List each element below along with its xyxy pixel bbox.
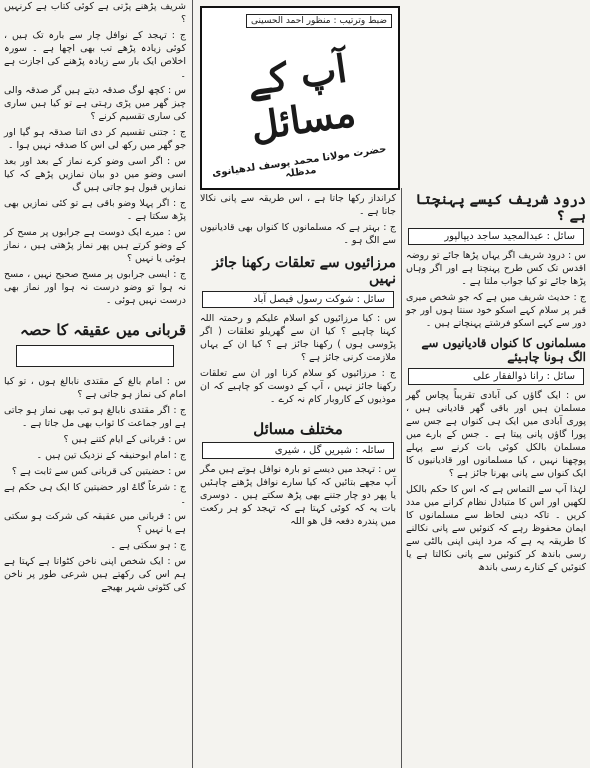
main-title: آپ کے مسائل [244,45,359,149]
compiler-credit: ضبط وترتیب : منظور احمد الحسینی [246,14,392,28]
empty-box [16,345,174,367]
right-p2-1: لہٰذا آپ سے التماس ہے کہ اس کا حکم بالکل لکھیں اور اس کا متبادل نظام کرانے میں مدد کریں ۔ تاکہ دینی لحاظ سے مسلمانوں کا ایمان محفوظ رہے کہ کنوئیں سے پانی نکالنے کا طریقہ یہ ہے کہ مرد اپنی اپنی بالٹی سے رسی باندھ کر کنوئیں سے پانی نکالتا ہے یا کنوئیں کے کنارے رسی باندھ [406,484,586,573]
middle-top-1: ج : بہتر ہے کہ مسلمانوں کا کنواں بھی قادیانیوں سے الگ ہو ۔ [200,222,396,246]
author-credit: حضرت مولانا محمد یوسف لدھیانوی مدظلہ [211,143,388,181]
durood-heading: درود شریف کیسے پہنچتا ہے ؟ [415,192,586,224]
left-para-4: س : اگر اسی وضو کرے نماز کے بعد اور بعد اسی وضو میں دو بیان نمازیں پڑھے کہ کیا نمازیں قبول ہو جاتی ہیں گ [4,156,186,193]
asker-abdul-majeed: سائل : عبدالمجید ساجد دیپالپور [408,228,584,245]
left-para-3: ج : جتنی تقسیم کر دی اتنا صدقہ ہو گیا اور جو گھر میں رکھ لی اس کا صدقہ نہیں ہوا ۔ [4,127,186,151]
left-para-5: ج : اگر پہلا وضو باقی ہے تو کئی نمازیں بھی پڑھ سکتا ہے ۔ [4,198,186,222]
mukhtalif-heading: مختلف مسائل [253,420,343,438]
left-q-6: س : قربانی میں عقیقہ کی شرکت ہو سکتی ہے یا نہیں ؟ [4,511,186,535]
left-q-1: ج : اگر مقتدی نابالغ ہو تب بھی نماز ہو جاتی ہے اور جماعت کا ثواب بھی مل جاتا ہے ۔ [4,405,186,429]
asker-shirin: سائلہ : شیریں گل ، شیری [202,442,394,459]
mirzai-heading: مرزائیوں سے تعلقات رکھنا جائز نہیں [212,255,396,287]
right-column [402,192,590,768]
qurbani-heading: قربانی میں عقیقہ کا حصہ [20,321,186,339]
middle-p2-0: س : تہجد میں دیسے تو بارہ نوافل ہوتے ہیں مگر آپ مجھے بتائیں کہ کیا سارے نوافل پڑھنے چاہئیں یا پھر دو چار جتنے بھی پڑھ سکتے ہیں ۔ دوسری بات یہ کہ کوئی کہتا ہے کہ تہجد کو ہر رکعت میں پندرہ دفعہ قل ھو اللہ [200,464,396,527]
left-q-5: ج : شرعاً گاۓ اور حضیتین کا ایک ہی حکم ہے ۔ [4,482,186,506]
middle-p1-0: س : کیا مرزائیوں کو اسلام علیکم و رحمتہ اللہ کہنا چاہیے ؟ کیا ان سے گھریلو تعلقات ( اگر پڑوسی ہوں ) رکھنا جائز ہے ؟ کیا ان کے یہاں ملازمت کرنی جائز ہے ؟ [200,313,396,363]
left-q-4: س : حضیتین کی قربانی کس سے ثابت ہے ؟ [11,466,186,477]
left-column [0,0,190,768]
left-para-1: ج : تہجد کے نوافل چار سے بارہ تک ہیں ، کوئی زیادہ پڑھے تب بھی اچھا ہے ۔ سورہ اخلاص ایک بار سے زیادہ پڑھنے کی اجازت ہے ۔ [4,30,186,80]
asker-rana: سائل : رانا ذوالفقار علی [408,368,584,385]
left-q-7: ج : ہو سکتی ہے ۔ [110,540,186,551]
left-q-8: س : ایک شخص اپنی ناخن کٹواتا ہے کہتا ہے ہم اس کی رکھتے ہیں شرعی طور پر ناخن کی کٹوتی شہر بھیجے [4,556,186,593]
kunwan-heading: مسلمانوں کا کنواں قادیانیوں سے الگ ہونا چاہیئے [421,336,586,364]
middle-p1-1: ج : مرزائیوں کو سلام کرنا اور ان سے تعلقات رکھنا جائز نہیں ، آپ کے دوست کو چاہیے کہ ان موذیوں کے کاروبار کام نہ کرے ۔ [200,368,396,405]
middle-column [196,192,400,768]
right-p2-0: س : ایک گاؤں کی آبادی تقریباً پچاس گھر مسلمان ہیں اور باقی گھر قادیانی ہیں ، پوری آبادی میں ایک ہی کنواں ہے جس سے پورا گاؤں پانی پیتا ہے ۔ جس کے بارے میں مسلمان بالکل کوئی بات کرنے سے پہلے پوچھنا نہیں ، کیا مسلمانوں اور قادیانیوں کا ایک کنواں سے پانی بھرنا جائز ہے ؟ [406,390,586,479]
left-para-6: س : میرے ایک دوست ہے جرابوں پر مسح کر کے وضو کرتے ہیں پھر نماز پڑھتی ہیں ، نماز ہوئی یا نہیں ؟ [4,227,186,264]
left-para-7: ج : ایسی جرابوں پر مسح صحیح نہیں ، مسح نہ ہوا تو وضو درست نہ ہوا اور نماز بھی درست نہیں ہوئی ۔ [4,269,186,306]
right-p1-0: س : درود شریف اگر یہاں پڑھا جائے تو روضہ اقدس تک کس طرح پہنچتا ہے اور اگر وہاں پڑھا جائے تو کیا جواب ملتا ہے ۔ [406,250,586,287]
right-p1-1: ج : حدیث شریف میں ہے کہ جو شخص میری قبر پر سلام کہے اسکو خود سنتا ہوں اور جو دور سے کہے اسکو فرشتے پہنچاتے ہیں ۔ [406,292,586,329]
left-para-0: شریف پڑھنے پڑتی ہے کوئی کتاب ہے کرنہیں ؟ [4,1,186,25]
left-q-3: ج : امام ابوحنیفہ کے نزدیک تین ہیں ۔ [36,450,186,461]
left-q-2: س : قربانی کے ایام کتنے ہیں ؟ [63,434,186,445]
column-rule-left [192,0,193,768]
title-box [200,6,400,190]
asker-shaukat: سائل : شوکت رسول فیصل آباد [202,291,394,308]
left-q-0: س : امام بالغ کے مقتدی نابالغ ہوں ، تو کیا امام کی نماز ہو جاتی ہے ؟ [4,376,186,400]
middle-top-0: کرانداز رکھا جاتا ہے ، اس طریقہ سے پانی نکالا جاتا ہے ۔ [200,193,396,217]
left-para-2: س : کچھ لوگ صدقہ دیتے ہیں گر صدقہ والی چیز گھر میں پڑی رہتی ہے تو کیا ہیں ساری کی ساری تقسیم کرنے ؟ [4,85,186,122]
